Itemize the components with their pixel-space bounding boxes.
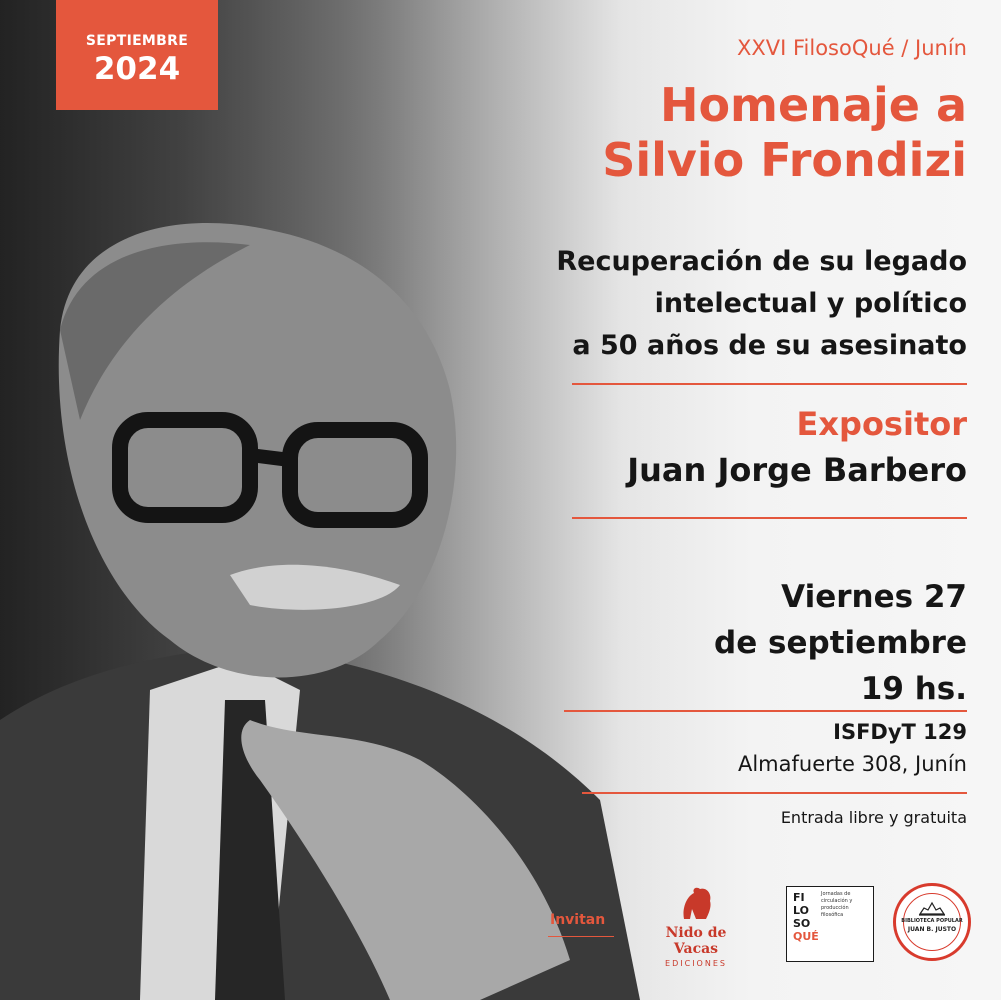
date-month: de septiembre (714, 625, 967, 661)
biblioteca-logo (893, 883, 971, 961)
subtitle-line-1: Recuperación de su legado (556, 246, 967, 277)
biblioteca-top: BIBLIOTECA POPULAR (901, 918, 963, 924)
filosoque-l3: SO (793, 917, 811, 930)
filosoque-tagline: Jornadas de circulación y producción filosófica (821, 891, 853, 918)
filosoque-logo (786, 886, 874, 962)
speaker-name: Juan Jorge Barbero (627, 451, 967, 489)
filosoque-l1: FI (793, 891, 805, 904)
date-badge (56, 0, 218, 110)
subtitle (556, 241, 967, 367)
series-name: XXVI FilosoQué / Junín (736, 36, 967, 60)
nido-name: Nido de Vacas (665, 925, 727, 957)
filosoque-l2: LO (793, 904, 809, 917)
cow-icon (676, 885, 716, 921)
badge-month: SEPTIEMBRE (85, 33, 189, 49)
date-time: 19 hs. (860, 671, 967, 707)
building-icon (918, 900, 946, 916)
subtitle-line-2: intelectual y político (654, 288, 967, 319)
divider (582, 792, 967, 794)
speaker-label: Expositor (796, 405, 967, 443)
badge-year: 2024 (93, 51, 181, 87)
venue-address: Almafuerte 308, Junín (737, 752, 967, 776)
page-title (602, 78, 967, 188)
divider (572, 517, 967, 519)
divider (572, 383, 967, 385)
divider (564, 710, 967, 712)
event-date (714, 574, 967, 712)
title-line-1: Homenaje a (659, 78, 967, 132)
subtitle-line-3: a 50 años de su asesinato (572, 330, 967, 361)
title-line-2: Silvio Frondizi (602, 133, 967, 187)
filosoque-wordmark (793, 891, 819, 943)
nido-de-vacas-logo (648, 885, 744, 968)
invite-underline (548, 936, 614, 937)
filosoque-l4: QUÉ (793, 930, 819, 943)
invite-label: Invitan (550, 912, 606, 928)
nido-sub: EDICIONES (665, 959, 727, 968)
biblioteca-name: JUAN B. JUSTO (907, 926, 957, 933)
entry-note: Entrada libre y gratuita (780, 808, 967, 827)
date-day: Viernes 27 (781, 579, 967, 615)
venue-name: ISFDyT 129 (833, 720, 967, 744)
